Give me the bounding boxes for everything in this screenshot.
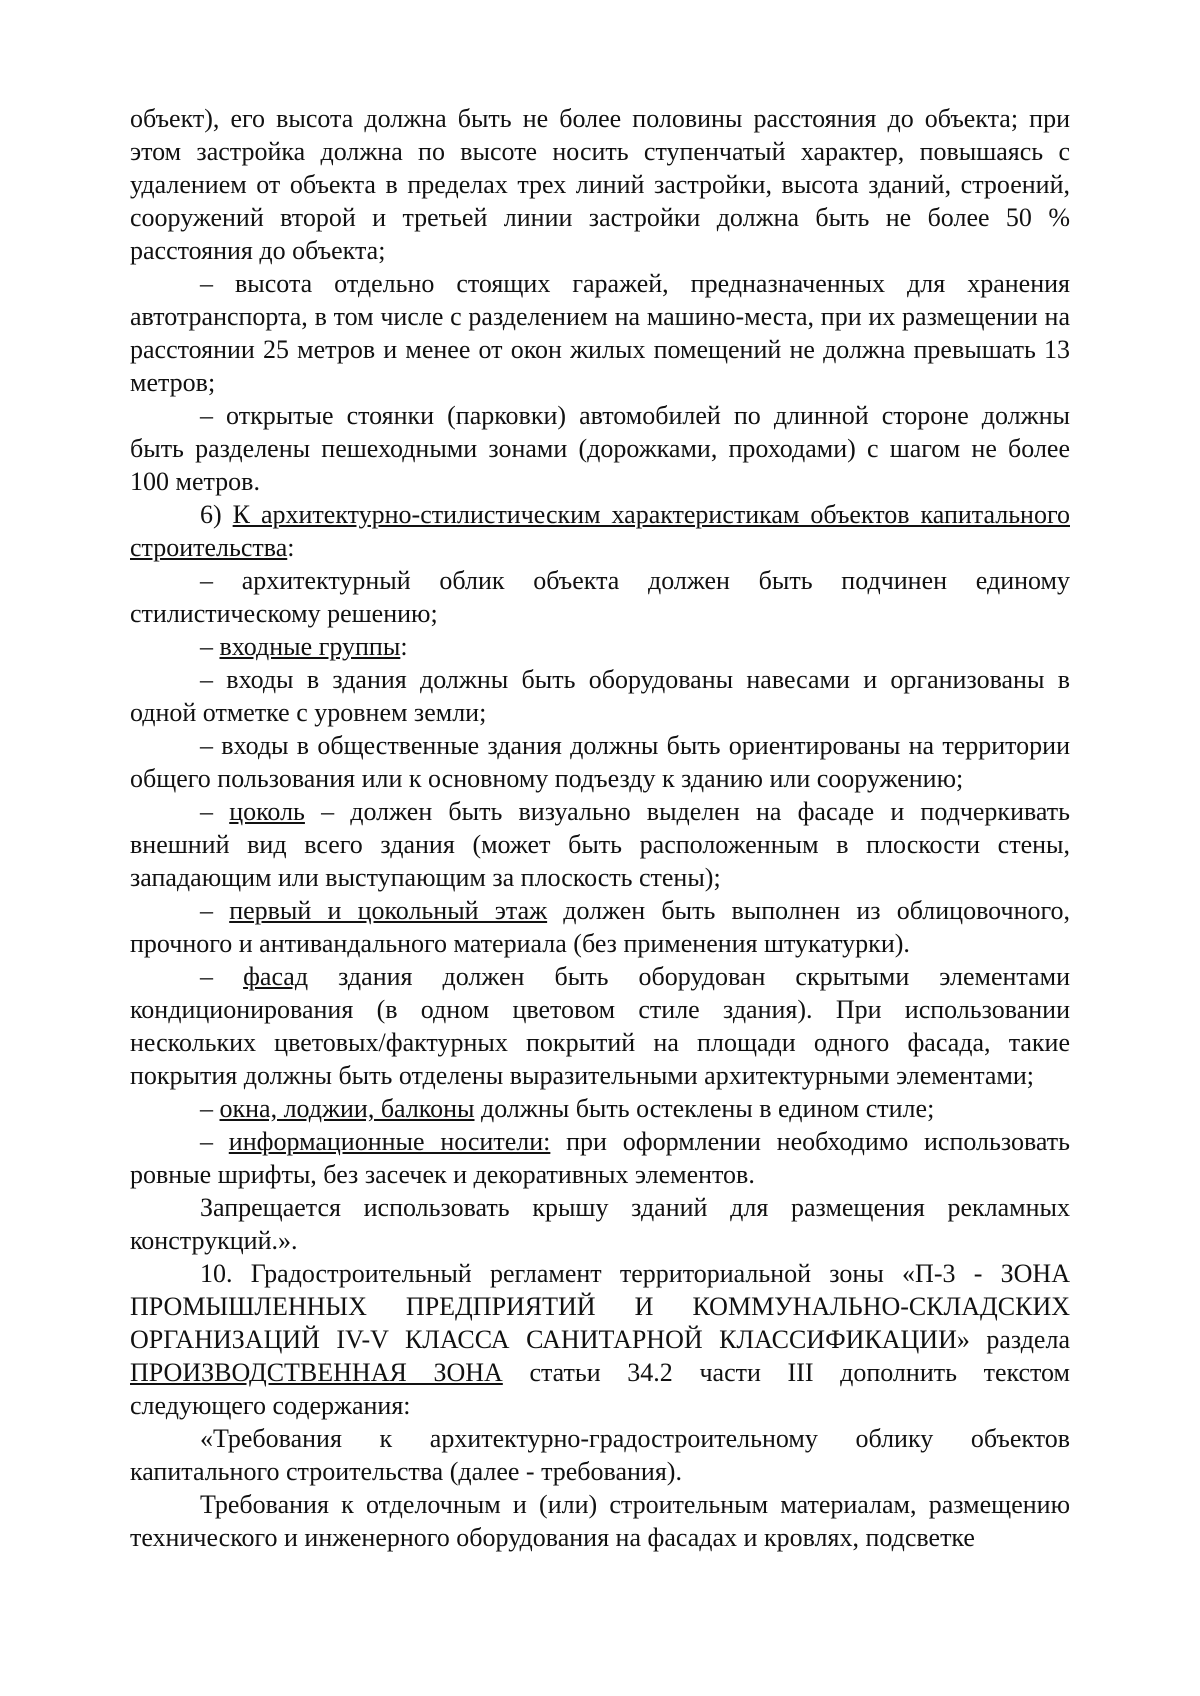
paragraph-section-10: 10. Градостроительный регламент территориальной зоны «П-3 - ЗОНА ПРОМЫШЛЕННЫХ ПРЕДПРИЯТИЙ И КОММУНАЛЬНО-СКЛАДСКИХ ОРГАНИЗАЦИЙ IV-V КЛАССА САНИТАРНОЙ КЛАССИФИКАЦИИ» раздела ПРОИЗВОДСТВЕННАЯ ЗОНА статьи 34.2 части III дополнить текстом следующего содержания: (130, 1259, 1070, 1420)
underlined-section-name: ПРОИЗВОДСТВЕННАЯ ЗОНА (130, 1358, 503, 1387)
document-page (130, 102, 1070, 1554)
paragraph-first-floor: – первый и цокольный этаж должен быть выполнен из облицовочного, прочного и антивандального материала (без применения штукатурки). (130, 896, 1071, 958)
underlined-term: окна, лоджии, балконы (219, 1094, 475, 1123)
underlined-heading: К архитектурно-стилистическим характеристикам объектов капитального строительства (130, 500, 1070, 562)
paragraph-1: объект), его высота должна быть не более половины расстояния до объекта; при этом застройка должна по высоте носить ступенчатый характер, повышаясь с удалением от объекта в пределах трех линий застройки, высота зданий, строений, сооружений второй и третьей линии застройки должна быть не более 50 % расстояния до объекта; (130, 104, 1070, 265)
underlined-term: цоколь (229, 797, 305, 826)
paragraph-plinth: – цоколь – должен быть визуально выделен на фасаде и подчеркивать внешний вид всего здания (может быть расположенным в плоскости стены, западающим или выступающим за плоскость стены); (130, 797, 1071, 892)
underlined-term: первый и цокольный этаж (229, 896, 548, 925)
underlined-term: фасад (243, 962, 309, 991)
paragraph-parking: – открытые стоянки (парковки) автомобилей по длинной стороне должны быть разделены пешеходными зонами (дорожками, проходами) с шагом не более 100 метров. (130, 401, 1070, 496)
paragraph-windows: – окна, лоджии, балконы должны быть остеклены в едином стиле; (200, 1094, 935, 1123)
paragraph-entrance-groups: – входные группы: (200, 632, 408, 661)
paragraph-prohibition: Запрещается использовать крышу зданий для размещения рекламных конструкций.». (130, 1193, 1070, 1255)
underlined-term: информационные носители: (228, 1127, 551, 1156)
paragraph-info-carriers: – информационные носители: при оформлении необходимо использовать ровные шрифты, без засечек и декоративных элементов. (130, 1127, 1070, 1189)
paragraph-entrances-canopies: – входы в здания должны быть оборудованы навесами и организованы в одной отметке с уровнем земли; (130, 665, 1070, 727)
underlined-term: входные группы (219, 632, 401, 661)
paragraph-facade: – фасад здания должен быть оборудован скрытыми элементами кондиционирования (в одном цветовом стиле здания). При использовании нескольких цветовых/фактурных покрытий на площади одного фасада, такие покрытия должны быть отделены выразительными архитектурными элементами; (130, 962, 1070, 1090)
paragraph-section-6: 6) К архитектурно-стилистическим характеристикам объектов капитального строительства: (130, 500, 1070, 562)
paragraph-requirements-title: «Требования к архитектурно-градостроительному облику объектов капитального строительства (далее - требования). (130, 1424, 1070, 1486)
paragraph-materials: Требования к отделочным и (или) строительным материалам, размещению технического и инженерного оборудования на фасадах и кровлях, подсветке (130, 1490, 1070, 1552)
paragraph-entrances-public: – входы в общественные здания должны быть ориентированы на территории общего пользования или к основному подъезду к зданию или сооружению; (130, 731, 1070, 793)
paragraph-appearance: – архитектурный облик объекта должен быть подчинен единому стилистическому решению; (130, 566, 1070, 628)
paragraph-garages: – высота отдельно стоящих гаражей, предназначенных для хранения автотранспорта, в том числе с разделением на машино-места, при их размещении на расстоянии 25 метров и менее от окон жилых помещений не должна превышать 13 метров; (130, 269, 1070, 397)
